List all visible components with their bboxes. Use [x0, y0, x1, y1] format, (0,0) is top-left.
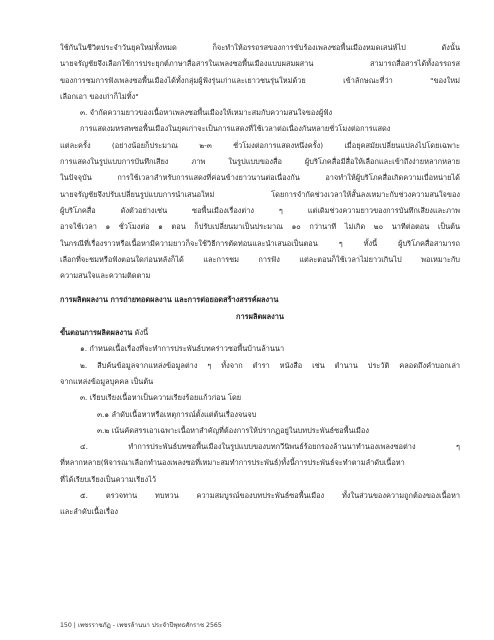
step-3-2: ๓.๒ เน้นคัดสรรเอาเฉพาะเนื้อหาสำคัญที่ต้องการให้ปรากฏอยู่ในบทประพันธ์ซอพื้นเมือง: [97, 425, 369, 435]
body-text-line: เลือกเอา ของเก่าก็ไม่ทิ้ง": [60, 91, 139, 101]
step-4-cont: ที่หลากหลาย(พิจารณาเลือกทำนองเพลงซอที่เหมาะสมทำการประพันธ์)ทั้งนี้การประพันธ์จะทำตามลำดับเนื้อหา: [60, 458, 405, 468]
body-text-line: เลือกที่จะชมหรือฟังตอนใดก่อนหลังก็ได้ และการชม การฟัง แต่ละตอนก็ใช้เวลาไม่ยาวเกินไป พอเหมาะกับ: [60, 254, 460, 264]
step-1: ๑. กำหนดเนื้อเรื่องที่จะทำการประพันธ์บทคร่าวซอพื้นบ้านล้านนา: [80, 344, 285, 354]
step-3-1: ๓.๑ ลำดับเนื้อหาหรือเหตุการณ์ตั้งแต่ต้นเรื่องจนจบ: [97, 409, 257, 419]
body-text-line: ของการชมการฟังเพลงซอพื้นเมืองได้ทั้งกลุ่มผู้ฟังรุ่นเก่าและเยาวชนรุ่นใหม่ด้วย เข้าลักษณะที่ว่า "ของใหม่: [60, 75, 460, 85]
steps-intro: [60, 325, 460, 341]
step-5: ๕. ตรวจทาน ทบทวน ความสมบูรณ์ของบทประพันธ์ซอพื้นเมือง ทั้งในส่วนของความถูกต้องของเนื้อหา: [80, 491, 460, 501]
item-heading: ๓. จำกัดความยาวของเนื้อหาเพลงซอพื้นเมืองให้เหมาะสมกับความสนใจของผู้ฟัง: [80, 108, 333, 118]
sub-heading: ขั้นตอนการผลิตผลงาน: [60, 328, 133, 338]
item-3-limit-length: [60, 105, 460, 284]
page-body: [60, 40, 460, 521]
body-text-line: อาจใช้เวลา ๑ ชั่วโมงต่อ ๑ ตอน ก็ปรับเปลี่ยนมาเป็นประมาณ ๑๐ กว่านาที ไม่เกิด ๒๐ นาทีต่อตอน เป็นต้น: [60, 222, 460, 232]
body-text-line: ในปัจจุบัน การใช้เวลาสำหรับการแสดงที่ค่อนข้างยาวนานต่อเนื่องกัน อาจทำให้ผู้บริโภคสื่อเกิดความเบื่อหน่ายได้: [60, 173, 460, 183]
body-text-line: ความสนใจและความติดตาม: [60, 271, 151, 281]
sub-heading-suffix: ดังนี้: [132, 328, 149, 338]
publication-title: เพชรราชภัฏ - เพชรล้านนา ประจำปีพุทธศักราช 2565: [77, 622, 222, 629]
step-5-cont: และลำดับเนื้อเรื่อง: [60, 507, 118, 517]
page-number: 150: [60, 622, 72, 629]
step-4: ๔. ทำการประพันธ์บทซอพื้นเมืองในรูปแบบของบทกวีนิพนธ์ร้อยกรองล้านนาทำนองเพลงซอต่าง ๆ: [80, 442, 460, 452]
body-text-line: การแสดงมหรสพซอพื้นเมืองในยุคเก่าจะเป็นการแสดงที่ใช้เวลาต่อเนื่องกันหลายชั่วโมงต่อการแสดง: [80, 124, 391, 134]
body-text-line: ใช้กันในชีวิตประจำวันยุคใหม่ทั้งหมด ก็จะทำให้อรรถรสของการขับร้องเพลงซอพื้นเมืองหมดเสน่ห์ไป ดังนั้น: [60, 43, 460, 52]
step-3: ๓. เรียบเรียงเนื้อหาเป็นความเรียงร้อยแก้วก่อน โดย: [80, 393, 242, 403]
body-text-line: ผู้บริโภคสื่อ ดังตัวอย่างเช่น ซอพื้นเมืองเรื่องต่าง ๆ แต่เดิมช่วงความยาวของการบันทึกเสียงและภาพ: [60, 205, 460, 215]
step-4-cont: ที่ได้เรียบเรียงเป็นความเรียงไว้: [60, 474, 157, 484]
footer-separator: |: [73, 622, 76, 629]
page-footer: [60, 620, 222, 630]
section-heading: การผลิตผลงาน การถ่ายทอดผลงาน และการต่อยอดสร้างสรรค์ผลงาน: [60, 295, 279, 305]
body-text-line: นายจรัญชัยจึงเลือกใช้การประยุกต์ภาษาสื่อสารในเพลงซอพื้นเมืองแบบผสมผสาน สามารถสื่อสารได้ทั้งอรรถรส: [60, 59, 460, 69]
spacer: [60, 284, 460, 292]
body-text-line: ในกรณีที่เรื่องราวหรือเนื้อหามีความยาวก็จะใช้วิธีการตัดท่อนและนำเสนอเป็นตอน ๆ ทั้งนี้ ผู้บริโภคสื่อสามารถ: [60, 238, 460, 248]
paragraph-language-adaptation: [60, 40, 460, 105]
step-2: ๒. สืบค้นข้อมูลจากแหล่งข้อมูลต่าง ๆ ทั้งจาก ตำรา หนังสือ เช่น ตำนาน ประวัติ คลอดถึงคำบอกเล่า: [80, 360, 460, 370]
steps-list: [60, 341, 460, 520]
body-text-line: นายจรัญชัยจึงปรับเปลี่ยนรูปแบบการนำเสนอใหม่ โดยการจำกัดช่วงเวลาให้สั้นลงเหมาะกับช่วงความสนใจของ: [60, 189, 460, 199]
center-heading: การผลิตผลงาน: [236, 311, 284, 321]
body-text-line: การแสดงในรูปแบบการบันทึกเสียง ภาพ ในรูปแบบของสื่อ ผู้บริโภคสื่อมีสื่อให้เลือกและเข้าถึงง่ายหลากหลาย: [60, 157, 460, 167]
step-2-cont: จากแหล่งข้อมูลบุคคล เป็นต้น: [60, 376, 154, 386]
body-text-line: แต่ละครั้ง (อย่างน้อยก็ประมาณ ๒-๓ ชั่วโมงต่อการแสดงหนึ่งครั้ง) เมื่อยุคสมัยเปลี่ยนแปลงไปโดยเฉพาะ: [60, 140, 460, 150]
